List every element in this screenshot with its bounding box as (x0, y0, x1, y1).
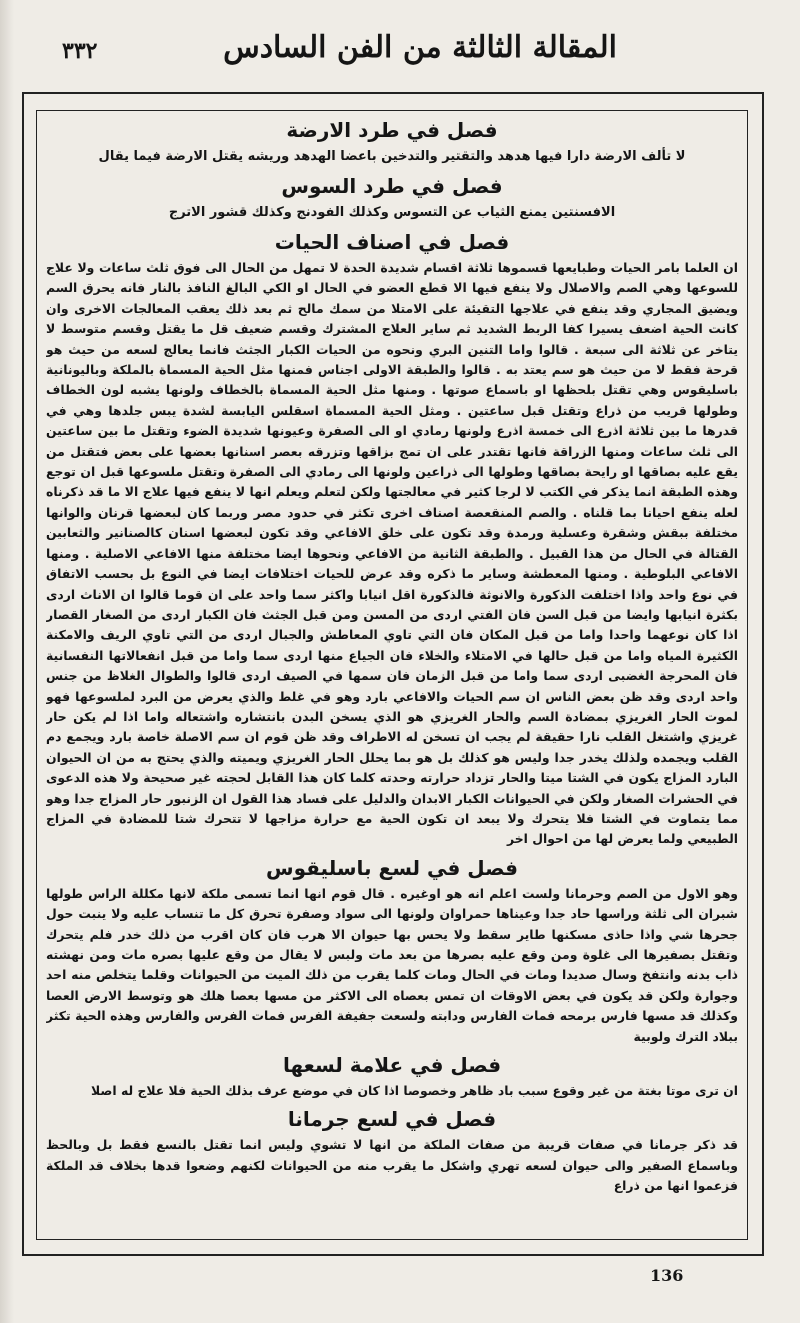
section-paragraph: ان ترى موتا بغتة من غير وقوع سبب باد ظاهر وخصوصا اذا كان في موضع عرف بذلك الحية فلا علاج له اصلا (91, 1083, 738, 1099)
running-header-title: المقالة الثالثة من الفن السادس (223, 30, 617, 65)
section-paragraph: قد ذكر جرمانا في صفات قريبة من صفات الملكة من انها لا تشوي وليس انما تقتل بالنسع فقط بل وبالحظ وباسماع الصفير والى حيوان لسعه تهري واشكل ما يقرب منه من الحيوانات لكنهم وضعوا قدها بخلاف قد الملكة فزعموا انها من ذراع (46, 1137, 738, 1194)
section-basilisk (46, 854, 738, 1047)
header-page-ref: ٣٣٢ (62, 38, 98, 64)
section-snake-types (46, 228, 738, 850)
section-paragraph: ان العلما بامر الحيات وطبايعها قسموها ثلاثة اقسام شديدة الحدة لا تمهل من الحال الى فوق ثلث ساعات ولا علاج للسوعها وهي الصم والاصلال ولا ينفع فيها الا قطع العضو في الحال او الكي البالغ النافذ بالنار فانه يحرق السم ويضيق المجاري وقد ينفع في علاجها التقيئة على الامتلا من سمك مالح ثم بعد ذلك يعقب المعالجات الاخرى وان كانت الحية اضعف يسيرا كفا الربط الشديد ثم ساير العلاج المشترك وقسم ضعيف قل ما يقتل وقسم متوسط لا يتاخر عن ثلاثة الى سبعة . قالوا واما التنين البري ونحوه من الحيات الكبار الجثث فانما يعالج لسعه من حيث هو قرحة فقط لا من حيث هو سم يعتد به . قالوا والطبقة الاولى اجناس فمنها مثل الحية المسماة بالملكة وباليونانية باسليقوس وهي تقتل بلحظها او باسماع صوتها . ومنها مثل الحية المسماة بالخطاف ولونها يشبه لون الخطاف وطولها قريب من ذراع وتقتل قبل ساعتين . ومثل الحية المسماة اسقلس اليابسة لشدة يبس جلدها وهي في قدرها ما بين ثلاثة اذرع الى خمسة اذرع ولونها رمادي او الى الصفرة وعيونها شديدة الضوء وتقتل ما بين ساعتين الى ثلث ساعات ومنها الزراقة فانها تقتدر على ان تمج بزاقها وتزرقه بعصر اسنانها بعضها على بعض فتقتل من يقع عليه بصاقها او رايحة بصاقها وطولها الى ذراعين ولونها الى رمادي الى الصفرة وتقتل ملسوعها قبل ان توجع وهذه الطبقة انما يذكر في الكتب لا لرجا كثير في معالجتها ولكن لتعلم ويعلم انها لا ينفع فيها علاج الا ما قد ذكرناه لعله ينفع احيانا بما قلناه . والصم المنقعصة اصناف اخرى تكثر في حدود مصر وربما كان لبعضها قرنان والوانها مختلفة ببقش وشقرة وعسلية ورمدة وقد تكون على خلق الافاعي وقد تكون لبعضها اسنان كالصنانير والثعابين القتالة في الحال من هذا القبيل . والطبقة الثانية من الافاعي ونحوها ايضا مختلفة منها الافاعي الاصلية . ومنها الافاعي البلوطية . ومنها المعطشة وساير ما ذكره وقد عرض للحيات اختلافات ايضا في النوع بل بحسب الاتفاق في نوع واحد واذا اختلفت الذكورة والانوثة فالذكورة اقل انيابا واكثر سما واحد على ان قوما قالوا ان الاناث اردى بكثرة انيابها وايضا من قبل السن فان الفتي اردى من المسن ومن قبل الجثث فان الكبار اردى من الصغار القصار اذا كان نوعهما واحدا واما من قبل المكان فان التي تاوي المعاطش والجبال اردى من التي تاوي الريف والامكنة الكثيرة المياه واما من قبل حالها في الامتلاء والخلاء فان الجياع منها اردى سما واما من قبل انفعالاتها النفسانية فان المحرجة الغضبى اردى سما واما من قبل الزمان فان سمها في الصيف اردى قالوا والطوال الغلاظ من جنس واحد اردى وقد ظن بعض الناس ان سم الحيات والافاعي بارد وهو في غلط والذي يعرض من البرد لملسوعها فهو لموت الحار الغريزي بمضادة السم والحار الغريزي هو الذي يسخن البدن بانتشاره واشتعاله واما اذا لم يكن حار غريزي واشتغل القلب نارا حقيقة لم يجب ان تسخن له الاطراف وقد ظن قوم ان سم الاصلة خاصة بارد ويجمع دم القلب ويجمده ولذلك يخدر جدا وليس هو كذلك بل هو بما يحلل الحار الغريزي ويميته والذي يحتج به من ان الحيوان البارد المزاج يكون في الشتا ميتا والحار تزداد حرارته وحدته كلما كان هذا القابل لحجته غير صحيحة ولا هذه الدعوى في الحشرات الصغار ولكن في الحيوانات الكبار الابدان والدليل على فساد هذا القول ان الزنبور حار المزاج جدا وهو مما يتماوت في الشتا فلا يتحرك ولا يبعد ان تكون الحية مع حرارة مزاجها لا تتحرك شتا للمضادة في المزاج الطبيعي ولما يعرض لها من احوال اخر (46, 260, 738, 847)
section-heading: فصل في علامة لسعها (282, 1053, 502, 1078)
section-text: الافسنتين يمنع الثياب عن التسوس وكذلك الفودنج وكذلك قشور الاترج (168, 205, 616, 220)
section-heading: فصل في لسع جرمانا (287, 1107, 497, 1132)
section-paragraph: وهو الاول من الصم وحرمانا ولست اعلم انه هو اوغيره . قال قوم انها انما تسمى ملكة لانها مكللة الراس طولها شبران الى ثلثة وراسها حاد جدا وعيناها حمراوان ولونها الى سواد وصفرة تحرق كل ما تنساب عليه ولا ينبت حول جحرها شي واذا حاذى مسكنها طاير سقط ولا يحس بها حيوان الا هرب فان كان اقرب من ذلك خدر فلم يتحرك وتقتل بصفيرها الى غلوة ومن وقع عليه بصرها من بعد مات ولبس لا يقال من وقع عليها بصره مات ومن نهشته ذاب بدنه وانتفخ وسال صديدا ومات في الحال ومات كلما يقرب من ذلك الميت من الحيوانات وقلما يتخلص منه احد وجوارة ولكن قد يكون في بعض الاوقات ان تمس بعصاه الى الاكثر من مسها بعصا هلك هو وتوسط الارض العصا وكذلك قد مسها فارس برمحه فمات الفارس ودابته ولسعت جفيفة الفرس فمات الفرس والفارس وهذه الحية تكثر ببلاد الترك ولوبية (46, 885, 738, 1044)
page-gutter-shadow (0, 0, 14, 1323)
text-block (46, 112, 738, 1236)
section-text: لا تألف الارضة دارا فيها هدهد والتقتير والتدخين باعضا الهدهد وريشه يقتل الارضة فيما يقال (98, 149, 686, 164)
section-heading: فصل في اصناف الحيات (274, 230, 510, 254)
section-germana (46, 1105, 738, 1196)
section-moth (46, 172, 738, 224)
section-signs (46, 1051, 738, 1101)
section-termite (46, 116, 738, 168)
section-heading: فصل في طرد السوس (281, 174, 503, 198)
section-heading: فصل في لسع باسليقوس (266, 855, 518, 880)
section-heading: فصل في طرد الارضة (286, 118, 498, 142)
page-number: 136 (650, 1266, 684, 1285)
